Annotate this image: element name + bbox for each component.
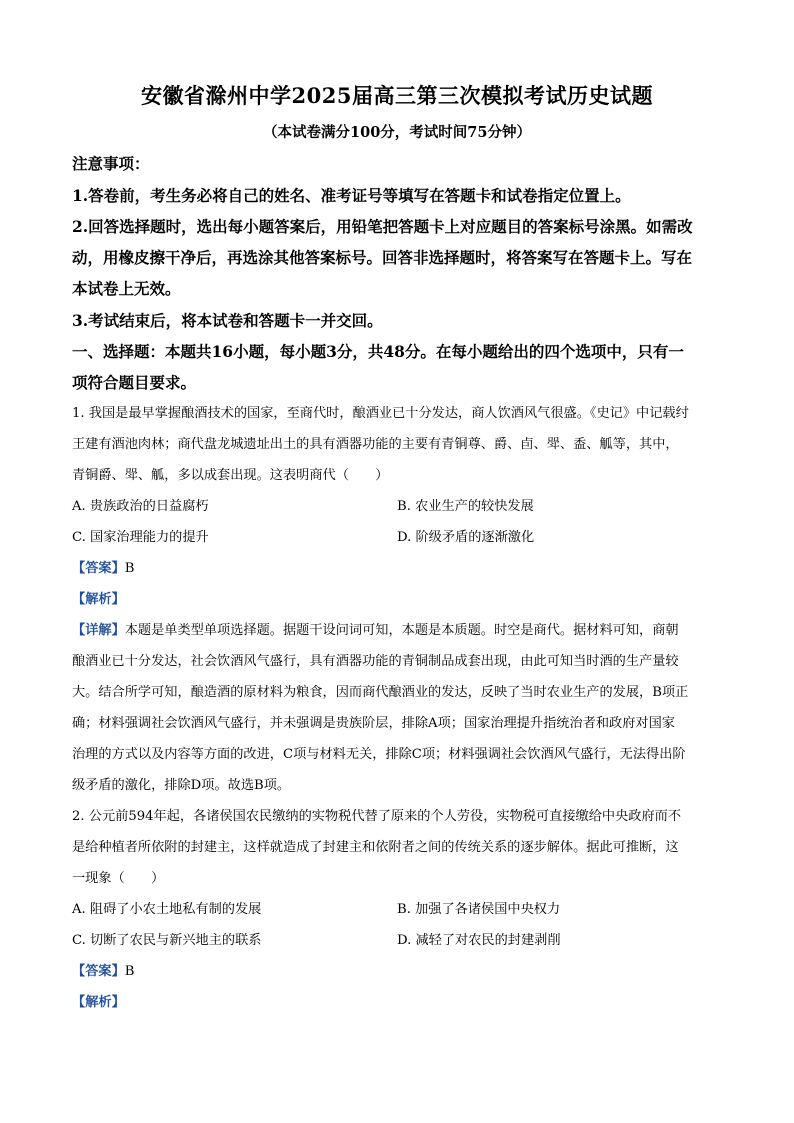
q1-option-a: A. 贵族政治的日益腐朽 (72, 499, 209, 514)
q1-stem-line: 1. 我国是最早掌握酿酒技术的国家，至商代时，酿酒业已十分发达，商人饮酒风气很盛。《史记》中记载纣 (72, 406, 689, 421)
section-heading-cont: 项符合题目要求。 (72, 373, 197, 392)
section-heading: 一、选择题：本题共16小题，每小题3分，共48分。在每小题给出的四个选项中，只有一 (72, 342, 684, 361)
q2-answer-label: 答案 (85, 964, 112, 979)
q1-answer-label: 答案 (85, 561, 112, 576)
q1-option-d: D. 阶级矛盾的逐渐激化 (397, 530, 535, 545)
exam-info-subtitle: （本试卷满分100分，考试时间75分钟） (263, 124, 531, 141)
notice-line: 2.回答选择题时，选出每小题答案后，用铅笔把答题卡上对应题目的答案标号涂黑。如需改 (72, 217, 693, 236)
q1-answer-value: B (124, 561, 135, 576)
q2-stem-line: 是给种植者所依附的封建主，这样就造成了封建主和依附者之间的传统关系的逐步解体。据此可推断，这 (72, 840, 679, 855)
q2-option-a: A. 阻碍了小农土地私有制的发展 (72, 902, 262, 917)
q1-detail-label: 详解 (85, 623, 112, 638)
notice-line: 1.答卷前，考生务必将自己的姓名、准考证号等填写在答题卡和试卷指定位置上。 (72, 186, 631, 205)
q1-analysis: 【解析】 (72, 592, 125, 607)
q2-analysis: 【解析】 (72, 995, 125, 1010)
q2-answer-value: B (124, 964, 135, 979)
notice-line: 动，用橡皮擦干净后，再选涂其他答案标号。回答非选择题时，将答案写在答题卡上。写在 (72, 248, 693, 267)
q2-analysis-label: 解析 (85, 995, 112, 1010)
q2-option-d: D. 减轻了对农民的封建剥削 (397, 933, 561, 948)
q1-detail-line: 治理的方式以及内容等方面的改进，C项与材料无关，排除C项；材料强调社会饮酒风气盛行，无法得出阶 (72, 747, 686, 762)
notice-line: 本试卷上无效。 (72, 279, 181, 298)
q1-detail-line: 大。结合所学可知，酿造酒的原材料为粮食，因而商代酿酒业的发达，反映了当时农业生产的发展，B项正 (72, 685, 689, 700)
notice-heading: 注意事项： (72, 154, 150, 173)
q1-option-c: C. 国家治理能力的提升 (72, 530, 209, 545)
q1-stem-line: 青铜爵、斝、觚，多以成套出现。这表明商代（ ） (72, 468, 389, 483)
q1-detail-line: 级矛盾的激化，排除D项。故选B项。 (72, 778, 291, 793)
q2-option-c: C. 切断了农民与新兴地主的联系 (72, 933, 262, 948)
q1-detail-line: 酿酒业已十分发达，社会饮酒风气盛行，具有酒器功能的青铜制品成套出现，由此可知当时酒的生产量较 (72, 654, 679, 669)
q2-option-b: B. 加强了各诸侯国中央权力 (397, 902, 561, 917)
q1-detail-line: 【详解】本题是单类型单项选择题。据题干设问词可知，本题是本质题。时空是商代。据材料可知，商朝 (72, 623, 679, 638)
q2-answer: 【答案】B (72, 964, 135, 979)
q2-stem-line: 2. 公元前594年起，各诸侯国农民缴纳的实物税代替了原来的个人劳役，实物税可直接缴给中央政府而不 (72, 809, 682, 824)
q1-analysis-label: 解析 (85, 592, 112, 607)
q1-stem-line: 王建有酒池肉林；商代盘龙城遗址出土的具有酒器功能的主要有青铜尊、爵、卣、斝、盉、觚等，其中， (72, 437, 679, 452)
q2-stem-line: 一现象（ ） (72, 871, 165, 886)
page-title: 安徽省滁州中学2025届高三第三次模拟考试历史试题 (141, 83, 653, 108)
q1-option-b: B. 农业生产的较快发展 (397, 499, 534, 514)
q1-detail-line: 确；材料强调社会饮酒风气盛行，并未强调是贵族阶层，排除A项；国家治理提升指统治者和政府对国家 (72, 716, 675, 731)
q1-detail-text: 本题是单类型单项选择题。据题干设问词可知，本题是本质题。时空是商代。据材料可知，商朝 (124, 623, 679, 638)
q1-answer: 【答案】B (72, 561, 135, 576)
notice-line: 3.考试结束后，将本试卷和答题卡一并交回。 (72, 311, 383, 330)
